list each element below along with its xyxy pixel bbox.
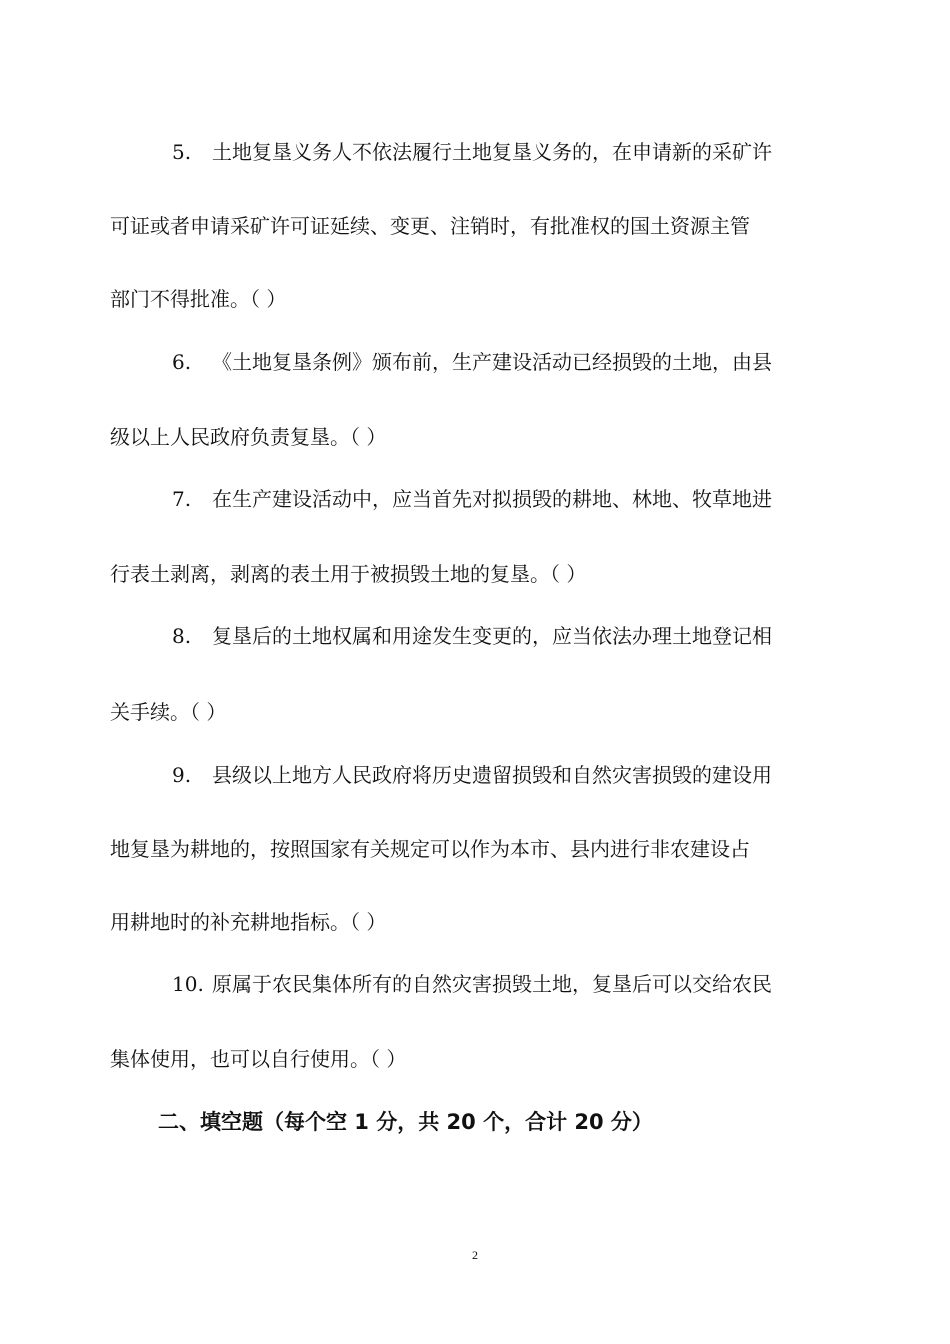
question-text: 在生产建设活动中，应当首先对拟损毁的耕地、林地、牧草地进 bbox=[212, 487, 772, 511]
question-number: 6. bbox=[172, 350, 192, 374]
question-8-line-2: 关手续。（ ） bbox=[110, 700, 227, 724]
question-5-line-3: 部门不得批准。（ ） bbox=[110, 287, 287, 311]
question-5-line-2: 可证或者申请采矿许可证延续、变更、注销时，有批准权的国土资源主管 bbox=[110, 214, 750, 238]
question-9-line-1 bbox=[0, 761, 950, 789]
question-6-line-1 bbox=[0, 348, 950, 376]
question-number: 10. bbox=[172, 972, 204, 996]
question-7-line-2: 行表土剥离，剥离的表土用于被损毁土地的复垦。（ ） bbox=[110, 562, 587, 586]
question-5-line-1 bbox=[0, 138, 950, 166]
question-number: 8. bbox=[172, 624, 192, 648]
question-number: 9. bbox=[172, 763, 192, 787]
question-8-line-1 bbox=[0, 622, 950, 650]
question-number: 7. bbox=[172, 487, 192, 511]
question-10-line-2: 集体使用，也可以自行使用。（ ） bbox=[110, 1047, 407, 1071]
question-text: 县级以上地方人民政府将历史遗留损毁和自然灾害损毁的建设用 bbox=[212, 763, 772, 787]
question-9-line-3: 用耕地时的补充耕地指标。（ ） bbox=[110, 910, 387, 934]
question-text: 复垦后的土地权属和用途发生变更的，应当依法办理土地登记相 bbox=[212, 624, 772, 648]
section-heading: 二、填空题（每个空 1 分，共 20 个，合计 20 分） bbox=[158, 1110, 653, 1134]
question-10-line-1 bbox=[0, 970, 950, 998]
question-text: 《土地复垦条例》颁布前，生产建设活动已经损毁的土地，由县 bbox=[212, 350, 772, 374]
question-number: 5. bbox=[172, 140, 192, 164]
question-9-line-2: 地复垦为耕地的，按照国家有关规定可以作为本市、县内进行非农建设占 bbox=[110, 837, 750, 861]
question-6-line-2: 级以上人民政府负责复垦。（ ） bbox=[110, 425, 387, 449]
question-text: 原属于农民集体所有的自然灾害损毁土地，复垦后可以交给农民 bbox=[212, 972, 772, 996]
question-text: 土地复垦义务人不依法履行土地复垦义务的，在申请新的采矿许 bbox=[212, 140, 772, 164]
page-number: 2 bbox=[472, 1248, 478, 1262]
question-7-line-1 bbox=[0, 485, 950, 513]
